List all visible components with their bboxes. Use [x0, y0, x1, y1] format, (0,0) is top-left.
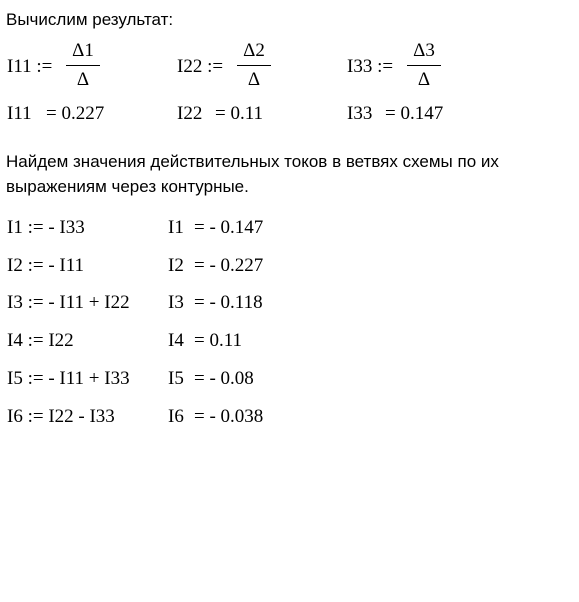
result-i11-value: = 0.227	[46, 103, 105, 124]
paragraph-line-2: выражениям через контурные.	[6, 177, 249, 196]
current-i6-definition: I6 := I22 - I33	[7, 406, 115, 427]
paragraph-line-1: Найдем значения действительных токов в ветвях схемы по их	[6, 152, 499, 171]
def-i11-fraction	[66, 40, 100, 91]
result-i22-value: = 0.11	[215, 103, 264, 124]
result-i11-name: I11	[7, 103, 32, 124]
def-i22-numerator: Δ2	[243, 40, 265, 61]
def-i22-fraction	[237, 40, 271, 91]
def-i22-lhs: I22 :=	[177, 56, 224, 77]
fraction-bar	[407, 65, 441, 66]
current-i2-value: = - 0.227	[194, 255, 264, 276]
def-i11-lhs: I11 :=	[7, 56, 53, 77]
heading-compute-result: Вычислим результат:	[6, 10, 174, 29]
current-i3-definition: I3 := - I11 + I22	[7, 292, 130, 313]
current-i1-definition: I1 := - I33	[7, 217, 85, 238]
def-i33-fraction	[407, 40, 441, 91]
current-i1-value: = - 0.147	[194, 217, 264, 238]
current-i5-name: I5	[168, 368, 184, 389]
current-i1-name: I1	[168, 217, 184, 238]
current-i2-name: I2	[168, 255, 184, 276]
current-i4-value: = 0.11	[194, 330, 243, 351]
def-i11-numerator: Δ1	[72, 40, 94, 61]
current-i5-value: = - 0.08	[194, 368, 254, 389]
result-i33-name: I33	[347, 103, 373, 124]
current-i6-value: = - 0.038	[194, 406, 264, 427]
def-i11-denominator: Δ	[76, 69, 90, 90]
def-i22-denominator: Δ	[247, 69, 261, 90]
current-i5-definition: I5 := - I11 + I33	[7, 368, 130, 389]
current-i4-definition: I4 := I22	[7, 330, 74, 351]
current-i3-value: = - 0.118	[194, 292, 263, 313]
fraction-bar	[237, 65, 271, 66]
current-i2-definition: I2 := - I11	[7, 255, 85, 276]
current-i4-name: I4	[168, 330, 184, 351]
result-i22-name: I22	[177, 103, 203, 124]
def-i33-numerator: Δ3	[413, 40, 435, 61]
def-i33-lhs: I33 :=	[347, 56, 394, 77]
current-i3-name: I3	[168, 292, 184, 313]
def-i33-denominator: Δ	[417, 69, 431, 90]
current-i6-name: I6	[168, 406, 184, 427]
result-i33-value: = 0.147	[385, 103, 444, 124]
fraction-bar	[66, 65, 100, 66]
